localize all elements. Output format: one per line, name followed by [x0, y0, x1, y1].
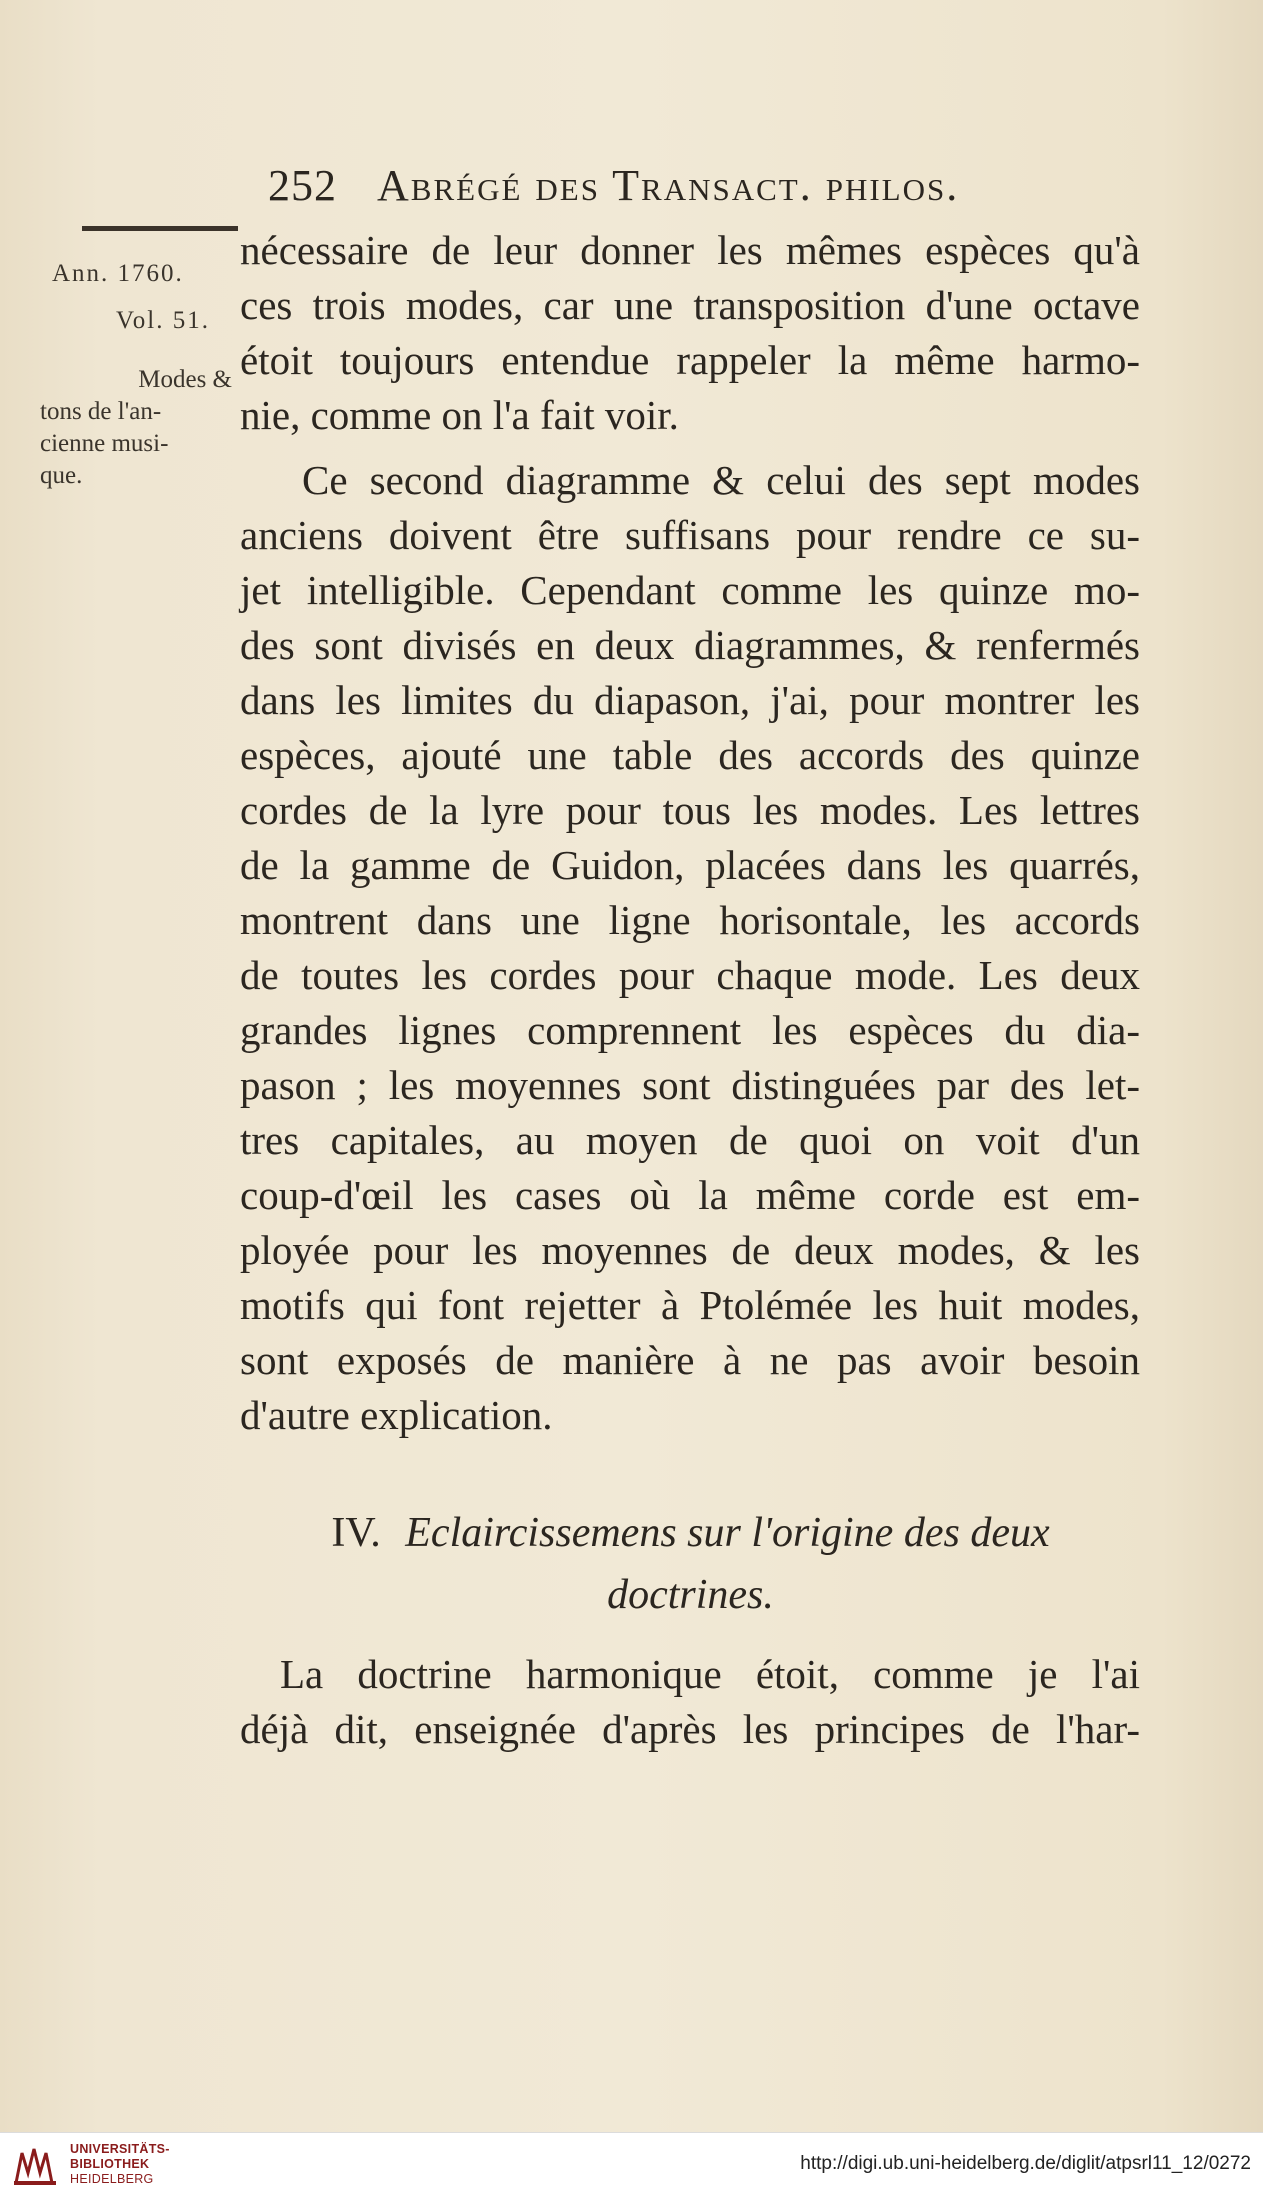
section-number: IV. [331, 1510, 381, 1556]
text-line: déjà dit, enseignée d'après les principes de l'har- [240, 1706, 1140, 1752]
viewer-footer [0, 2132, 1263, 2195]
text-line: de la gamme de Guidon, placées dans les quarrés, [240, 842, 1140, 888]
text-line: des sont divisés en deux diagrammes, & renfermés [240, 622, 1140, 668]
text-line: de toutes les cordes pour chaque mode. Les deux [240, 952, 1140, 998]
margin-year: Ann. 1760. [52, 260, 184, 287]
section-title-line-1: Eclaircissemens sur l'origine des deux [405, 1510, 1050, 1556]
margin-topic [40, 364, 238, 492]
text-line: La doctrine harmonique étoit, comme je l'ai [280, 1651, 1140, 1697]
margin-topic-line: que. [40, 462, 83, 489]
section-title-line-2: doctrines. [607, 1572, 774, 1618]
text-line: pason ; les moyennes sont distinguées par des let- [240, 1062, 1140, 1108]
running-title: Abrégé des Transact. philos. [377, 161, 960, 210]
text-line: coup-d'œil les cases où la même corde est em- [240, 1172, 1140, 1218]
margin-topic-line: cienne musi- [40, 430, 169, 457]
margin-topic-line: tons de l'an- [40, 398, 162, 425]
text-line: nécessaire de leur donner les mêmes espèces qu'à [240, 227, 1140, 273]
running-header [268, 160, 1028, 211]
library-line: BIBLIOTHEK [70, 2157, 150, 2171]
text-line: cordes de la lyre pour tous les modes. Les lettres [240, 787, 1140, 833]
source-url-link[interactable]: http://digi.ub.uni-heidelberg.de/diglit/atpsrl11_12/0272 [800, 2153, 1251, 2174]
university-seal-icon [12, 2143, 60, 2187]
library-line: UNIVERSITÄTS- [70, 2142, 170, 2156]
text-line: anciens doivent être suffisans pour rendre ce su- [240, 512, 1140, 558]
text-line: jet intelligible. Cependant comme les quinze mo- [240, 567, 1140, 613]
page-number: 252 [268, 161, 337, 210]
text-line: montrent dans une ligne horisontale, les accords [240, 897, 1140, 943]
text-line: tres capitales, au moyen de quoi on voit d'un [240, 1117, 1140, 1163]
section-heading [268, 1505, 1113, 1623]
text-line: espèces, ajouté une table des accords des quinze [240, 732, 1140, 778]
margin-rule [82, 226, 238, 231]
text-line: Ce second diagramme & celui des sept modes [302, 457, 1140, 503]
text-line: ployée pour les moyennes de deux modes, & les [240, 1227, 1140, 1273]
text-line: ces trois modes, car une transposition d'une octave [240, 282, 1140, 328]
library-name [70, 2142, 170, 2187]
text-line: d'autre explication. [240, 1392, 553, 1438]
margin-volume: Vol. 51. [115, 307, 210, 334]
text-line: dans les limites du diapason, j'ai, pour montrer les [240, 677, 1140, 723]
text-line: grandes lignes comprennent les espèces du dia- [240, 1007, 1140, 1053]
text-line: sont exposés de manière à ne pas avoir besoin [240, 1337, 1140, 1383]
text-line: motifs qui font rejetter à Ptolémée les huit modes, [240, 1282, 1140, 1328]
text-line: nie, comme on l'a fait voir. [240, 392, 679, 438]
margin-topic-line: Modes & [138, 366, 232, 393]
library-line: HEIDELBERG [70, 2172, 154, 2186]
text-line: étoit toujours entendue rappeler la même harmo- [240, 337, 1140, 383]
